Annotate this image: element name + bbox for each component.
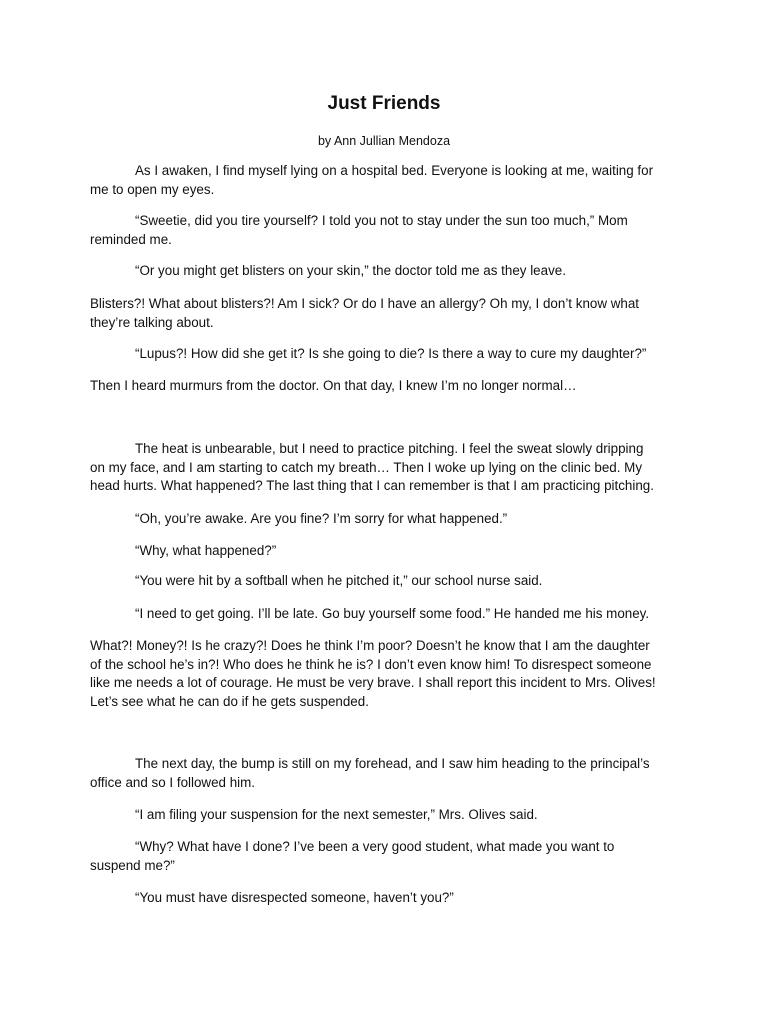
paragraph-line: “Why, what happened?” <box>135 543 277 558</box>
paragraph-line: “Oh, you’re awake. Are you fine? I’m sorry for what happened.” <box>135 511 508 526</box>
paragraph-line: “Why? What have I done? I’ve been a very good student, what made you want to <box>135 839 615 854</box>
paragraph-line: “I am filing your suspension for the next semester,” Mrs. Olives said. <box>135 807 538 822</box>
paragraph-line: reminded me. <box>90 231 172 247</box>
paragraph <box>90 605 684 624</box>
paragraph-line: The next day, the bump is still on my forehead, and I saw him heading to the principal’s <box>135 756 650 771</box>
paragraph <box>90 542 684 561</box>
paragraph-line: “I need to get going. I’ll be late. Go buy yourself some food.” He handed me his money. <box>135 606 650 621</box>
paragraph-line: What?! Money?! Is he crazy?! Does he think I’m poor? Doesn’t he know that I am the daughter <box>90 638 650 653</box>
paragraph <box>90 806 684 825</box>
document-title: Just Friends <box>327 93 441 114</box>
paragraph-line: Let’s see what he can do if he gets suspended. <box>90 693 369 709</box>
paragraph <box>90 572 684 591</box>
paragraph <box>90 755 684 792</box>
paragraph-line: “Or you might get blisters on your skin,” the doctor told me as they leave. <box>135 263 566 278</box>
paragraph <box>90 377 684 396</box>
paragraph <box>90 162 684 199</box>
paragraph <box>90 637 684 711</box>
paragraph-line: The heat is unbearable, but I need to practice pitching. I feel the sweat slowly dripping <box>135 441 644 456</box>
paragraph-line: “You were hit by a softball when he pitched it,” our school nurse said. <box>135 573 543 588</box>
paragraph <box>90 262 684 281</box>
paragraph-line: like me needs a lot of courage. He must be very brave. I shall report this incident to Mrs. Olives! <box>90 675 656 690</box>
paragraph-line: Blisters?! What about blisters?! Am I sick? Or do I have an allergy? Oh my, I don’t know what <box>90 296 640 311</box>
paragraph <box>90 440 684 496</box>
paragraph-line: “Lupus?! How did she get it? Is she going to die? Is there a way to cure my daughter?” <box>135 346 647 361</box>
paragraph-line: head hurts. What happened? The last thing that I can remember is that I am practicing pitching. <box>90 478 654 493</box>
paragraph-line: of the school he’s in?! Who does he think he is? I don’t even know him! To disrespect someone <box>90 656 652 672</box>
paragraph <box>90 212 684 249</box>
paragraph-line: suspend me?” <box>90 857 175 873</box>
paragraph-line: “You must have disrespected someone, haven’t you?” <box>135 890 454 905</box>
paragraph-line: they’re talking about. <box>90 314 214 330</box>
paragraph-line: office and so I followed him. <box>90 774 255 790</box>
paragraph-line: Then I heard murmurs from the doctor. On that day, I knew I’m no longer normal… <box>90 378 577 393</box>
paragraph <box>90 510 684 529</box>
paragraph-line: “Sweetie, did you tire yourself? I told you not to stay under the sun too much,” Mom <box>135 213 628 228</box>
paragraph <box>90 345 684 364</box>
paragraph <box>90 295 684 332</box>
paragraph-line: on my face, and I am starting to catch my breath… Then I woke up lying on the clinic bed. My <box>90 459 643 475</box>
paragraph <box>90 889 684 908</box>
paragraph-line: As I awaken, I find myself lying on a hospital bed. Everyone is looking at me, waiting for <box>135 163 654 178</box>
paragraph <box>90 838 684 875</box>
paragraph-line: me to open my eyes. <box>90 181 215 197</box>
author-byline: by Ann Jullian Mendoza <box>317 134 451 148</box>
